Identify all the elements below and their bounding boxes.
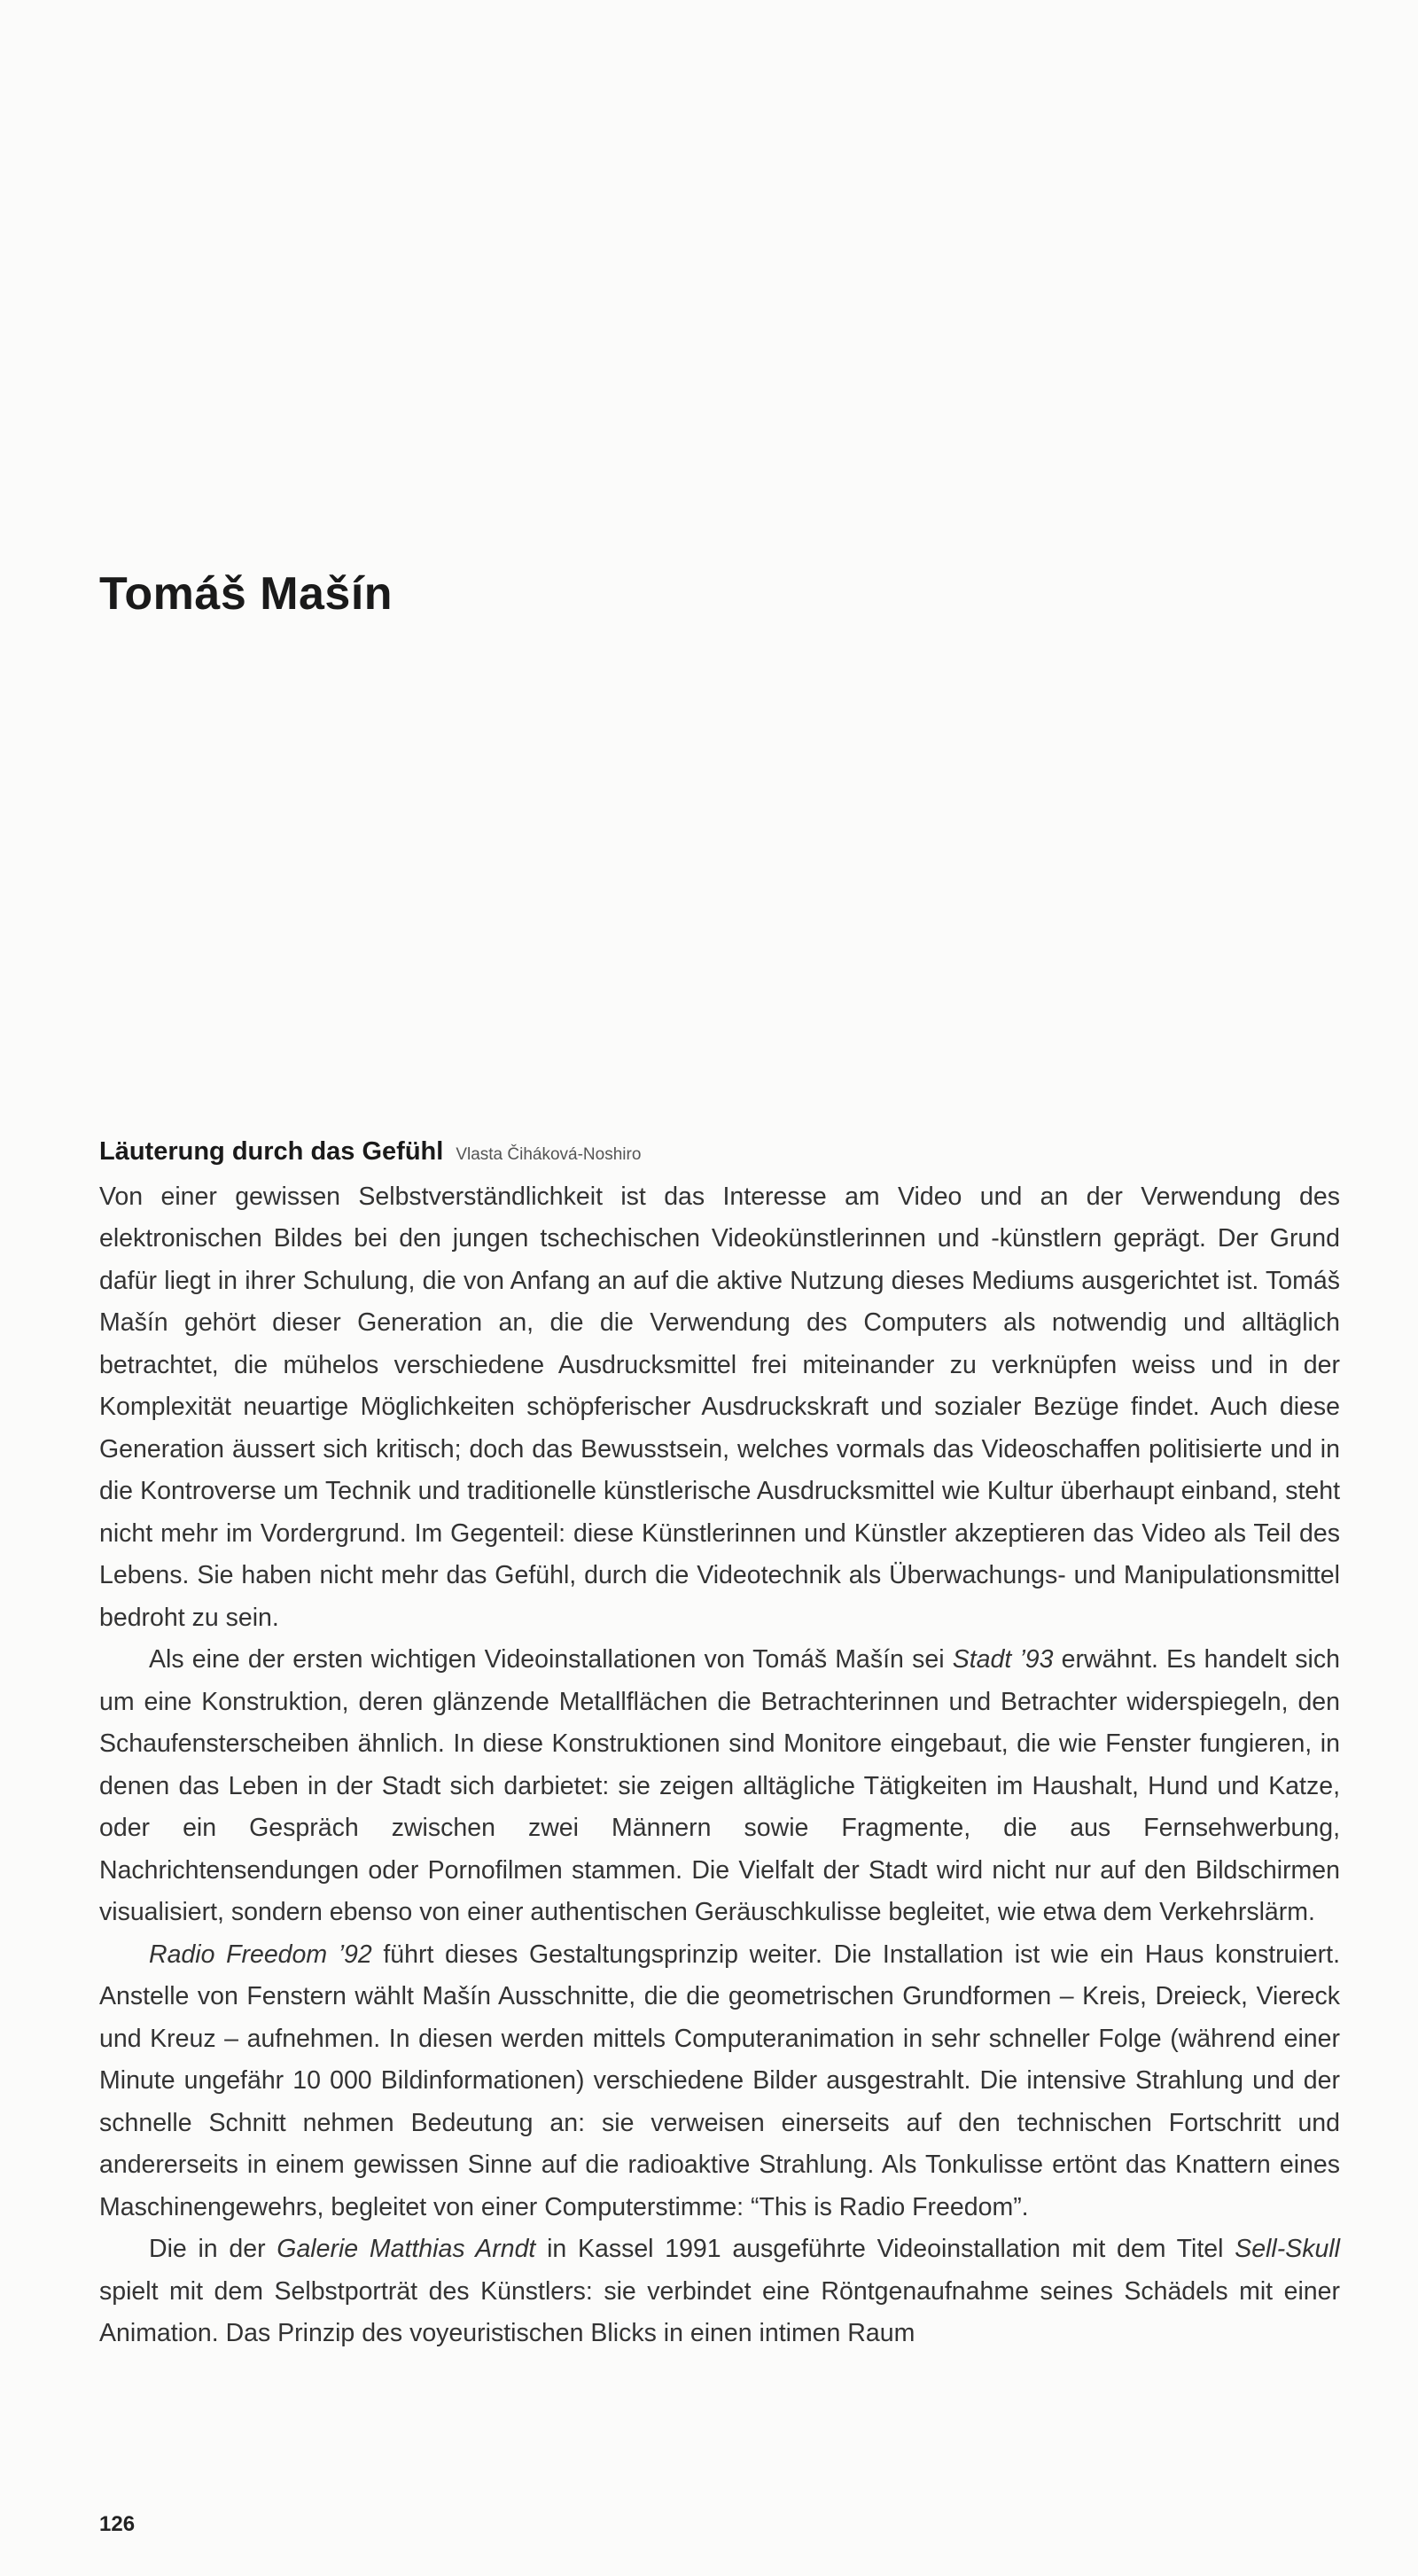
headline-author: Vlasta Čiháková-Noshiro <box>456 1145 642 1164</box>
page-number: 126 <box>99 2512 136 2536</box>
p2-text-start: Als eine der ersten wichtigen Videoinstallationen von Tomáš Mašín sei <box>149 1645 953 1674</box>
p2-text-end: erwähnt. Es handelt sich um eine Konstruktion, deren glänzende Metallflächen die Betrachterinnen und Betrachter widerspiegeln, den Schaufensterscheiben ähnlich. In diese Konstruktionen sind Monitore eingebaut, die wie Fenster fungieren, in denen das Leben in der Stadt sich darbietet: sie zeigen alltägliche Tätigkeiten im Haushalt, Hund und Katze, oder ein Gespräch zwischen zwei Männern sowie Fragmente, die aus Fernsehwerbung, Nachrichtensendungen oder Pornofilmen stammen. Die Vielfalt der Stadt wird nicht nur auf den Bildschirmen visualisiert, sondern ebenso von einer authentischen Geräuschkulisse begleitet, wie etwa dem Verkehrslärm. <box>99 1645 1340 1926</box>
p4-text-end: spielt mit dem Selbstporträt des Künstlers: sie verbindet eine Röntgenaufnahme seines Schädels mit einer Animation. Das Prinzip des voyeuristischen Blicks in einen intimen Raum <box>99 2276 1340 2347</box>
paragraph-4 <box>99 2229 1340 2355</box>
p4-gallery-name: Galerie Matthias Arndt <box>277 2235 536 2263</box>
paragraph-2 <box>99 1639 1340 1934</box>
paragraph-3 <box>99 1934 1340 2229</box>
p3-text: führt dieses Gestaltungsprinzip weiter. Die Installation ist wie ein Haus konstruiert. Anstelle von Fenstern wählt Mašín Ausschnitte, die die geometrischen Grundformen – Kreis, Dreieck, Viereck und Kreuz – aufnehmen. In diesen werden mittels Computeranimation in sehr schneller Folge (während einer Minute ungefähr 10 000 Bildinformationen) verschiedene Bilder ausgestrahlt. Die intensive Strahlung und der schnelle Schnitt nehmen Bedeutung an: sie verweisen einerseits auf den technischen Fortschritt und andererseits in einem gewissen Sinne auf die radioaktive Strahlung. Als Tonkulisse ertönt das Knattern eines Maschinengewehrs, begleitet von einer Computerstimme: “This is Radio Freedom”. <box>99 1940 1340 2221</box>
headline-title: Läuterung durch das Gefühl <box>99 1137 444 1166</box>
p2-work-title: Stadt ’93 <box>952 1645 1054 1674</box>
p4-work-title: Sell-Skull <box>1235 2235 1340 2263</box>
p4-text-start: Die in der <box>149 2235 277 2263</box>
paragraph-1: Von einer gewissen Selbstverständlichkeit ist das Interesse am Video und an der Verwendung des elektronischen Bildes bei den jungen tschechischen Videokünstlerinnen und -künstlern geprägt. Der Grund dafür liegt in ihrer Schulung, die von Anfang an auf die aktive Nutzung dieses Mediums ausgerichtet ist. Tomáš Mašín gehört dieser Generation an, die die Verwendung des Computers als notwendig und alltäglich betrachtet, die mühelos verschiedene Ausdrucksmittel frei miteinander zu verknüpfen weiss und in der Komplexität neuartige Möglichkeiten schöpferischer Ausdruckskraft und sozialer Bezüge findet. Auch diese Generation äussert sich kritisch; doch das Bewusstsein, welches vormals das Videoschaffen politisierte und in die Kontroverse um Technik und traditionelle künstlerische Ausdrucksmittel wie Kultur überhaupt einband, steht nicht mehr im Vordergrund. Im Gegenteil: diese Künstlerinnen und Künstler akzeptieren das Video als Teil des Lebens. Sie haben nicht mehr das Gefühl, durch die Videotechnik als Überwachungs- und Manipulationsmittel bedroht zu sein. <box>99 1182 1340 1632</box>
p3-work-title: Radio Freedom ’92 <box>149 1940 372 1969</box>
article-headline <box>99 1131 1340 1176</box>
p4-text-mid: in Kassel 1991 ausgeführte Videoinstallation mit dem Titel <box>535 2235 1235 2263</box>
artist-title: Tomáš Mašín <box>99 568 393 620</box>
article-body <box>99 1131 1340 2355</box>
